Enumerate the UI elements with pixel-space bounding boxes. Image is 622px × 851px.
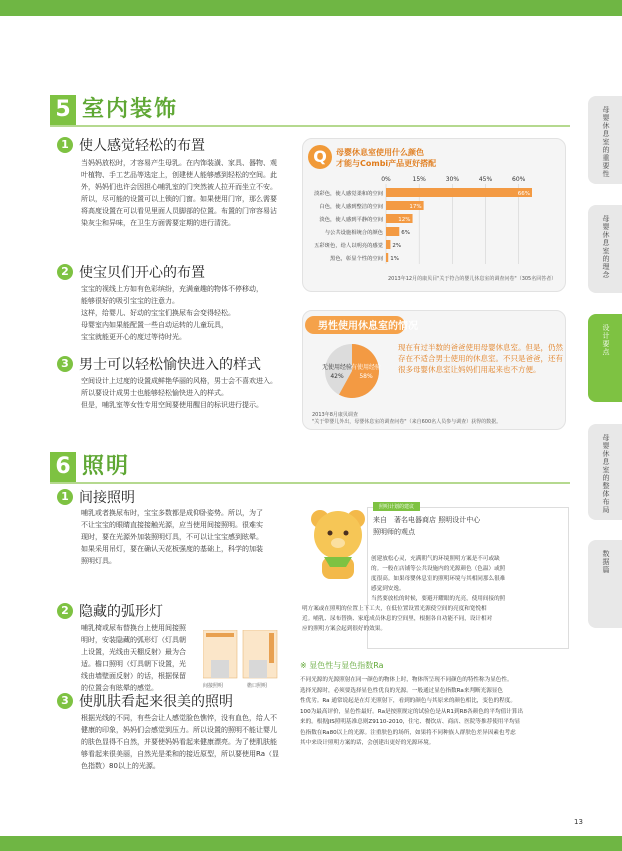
side-tab-label: 母婴休息室的整体布局 — [602, 434, 610, 514]
bar — [386, 240, 390, 249]
section5-divider — [50, 125, 570, 127]
data-label: 6% — [401, 230, 411, 236]
side-tab-concept[interactable] — [588, 205, 622, 293]
sub-number: 2 — [57, 264, 73, 280]
advice-name: 照明师的观点 — [373, 528, 415, 536]
category-label: 与公共设施相统合的颜色 — [324, 230, 383, 236]
side-tab-importance[interactable] — [588, 96, 622, 184]
data-label: 17% — [409, 204, 422, 210]
tick-label: 0% — [381, 176, 391, 183]
question-icon: Q — [308, 145, 332, 169]
sub-number: 1 — [57, 489, 73, 505]
section6-number: 6 — [50, 452, 76, 482]
sub-title: 间接照明 — [79, 490, 135, 506]
sub-title: 男士可以轻松愉快进入的样式 — [79, 357, 261, 373]
side-tab-label: 母婴休息室的理念 — [602, 215, 610, 279]
section6-title: 照明 — [82, 454, 131, 479]
bar — [386, 253, 388, 262]
tick-label: 60% — [512, 176, 526, 183]
bottom-color-bar — [0, 836, 622, 851]
side-tab-data[interactable] — [588, 540, 622, 628]
pie-value-unused: 42% — [330, 373, 344, 380]
chart-title-line2: 才能与Combi产品更好搭配 — [336, 159, 437, 168]
male-usage-pie-chart — [312, 342, 392, 400]
sub-title: 使宝贝们开心的布置 — [79, 265, 205, 281]
sub-number: 2 — [57, 603, 73, 619]
bar — [386, 227, 399, 236]
data-label: 2% — [392, 243, 402, 249]
section5-heading — [50, 95, 300, 125]
ra-title: ※ 显色性与显色指数Ra — [300, 661, 384, 670]
section5-sub3-text: 空间设计上过度的设置成鲜艳华丽的风格，男士会不喜欢进入。 所以要设计成男士也能够轻松愉快进入的样式。 但是，哺乳室等女性专用空间要使用醒目的标识进行提示。 — [81, 377, 277, 409]
fig-label-cornice: 檐口照明 — [247, 683, 268, 689]
male-usage-text: 现在有过半数的爸爸使用母婴休息室。但是，仍然存在不适合男士使用的休息室。不只是爸爸，还有很多母婴休息室让妈妈们用起来也不方便。 — [398, 343, 563, 374]
advice-source: 来自 著名电器商店 照明设计中心 — [373, 516, 481, 524]
lighting-diagram-drawing — [203, 630, 283, 690]
top-color-bar — [0, 0, 622, 16]
section6-sub2-text: 哺乳椅或尿布替换台上使用间接照 明时，安装隐藏的弧形灯（灯具朝 上设置，光线由天棚反射）最为合 适。檐口照明（灯具朝下设置，光 线由墙壁面反射）的话，根据保留 的位置会有眩晕的感觉。 — [81, 624, 186, 692]
category-label: 淡色，使人感到平静的空间 — [319, 217, 383, 223]
page-number: 13 — [574, 818, 583, 826]
sub-title: 使人感觉轻松的布置 — [79, 138, 205, 154]
sub-number: 3 — [57, 356, 73, 372]
data-label: 1% — [390, 256, 399, 262]
section6-sub1-text: 哺乳或者换尿布时，宝宝多数都是成仰卧姿势。所以，为了 不让宝宝的眼睛直接接触光源，应当使用间接照明。很难实 现时，要在光源外加装照明灯具，不可以让宝宝感到眩晕。 如果采用吊灯，要在确认天花板强度的基础上，科学的加装 照明灯具。 — [81, 509, 263, 565]
side-tab-label: 数据篇 — [602, 550, 610, 574]
side-tab-layout[interactable] — [588, 424, 622, 520]
sub-number: 1 — [57, 137, 73, 153]
section6-heading — [50, 452, 300, 482]
section5-sub2-text: 宝宝的视线上方如有色彩缤纷，充满童趣的物体不停移动， 能够很好的吸引宝宝的注意力。 这样，给婴儿、好动的宝宝们换尿布会变得轻松。 母婴室内如果能配置一些自动运转的儿童玩具， 宝宝就能更开心的度过等待时光。 — [81, 285, 263, 341]
color-preference-bar-chart — [302, 170, 564, 280]
sub-title: 使肌肤看起来很美的照明 — [79, 694, 233, 710]
male-usage-note2: "关于带婴儿外出，母婴休息室的调查问卷"（来自600名人员参与调查）获得的数据。 — [312, 419, 502, 425]
male-usage-title: 男性使用休息室的情况 — [318, 321, 418, 332]
lighting-diagram — [203, 630, 283, 694]
section5-title: 室内装饰 — [82, 97, 179, 122]
bear-mascot-illustration — [302, 505, 374, 583]
pie-value-used: 58% — [359, 373, 373, 380]
tick-label: 15% — [412, 176, 426, 183]
chart-title-line1: 母婴休息室使用什么颜色 — [336, 148, 424, 157]
fig-label-indirect: 间接照明 — [203, 683, 224, 689]
data-label: 12% — [398, 217, 411, 223]
category-label: 黑色，彰显个性的空间 — [330, 256, 383, 262]
sub-number: 3 — [57, 693, 73, 709]
sub-title: 隐藏的弧形灯 — [79, 604, 163, 620]
chart-source-note: 2013年12月的康贝目"关于符合的婴儿休息室的调查问卷"（305名回答者） — [388, 276, 557, 282]
bar — [386, 188, 532, 197]
category-label: 淡彩色，使人感觉柔和的空间 — [314, 191, 383, 197]
lighting-advice-header: 照明计划的建议 — [373, 502, 420, 511]
advice-text: 创建放松心灵，充满朝气的环境照明方案是不可或缺 的。一般在店铺等公共设施内的光源颜色（色温）或照 度很高。如果母婴休息室的照明环境与其相同那么很难 感觉到安逸。 — [371, 556, 506, 592]
section6-divider — [50, 482, 570, 484]
section5-sub1-text: 当妈妈放松时，才容易产生母乳。在内饰装潢、家具、器物、观 叶植物、手工艺品等选定上，创建使人能够感到轻松的空间。此 外，妈妈们也许会因担心哺乳室的门突然被人拉开而坐立不安。 所以，尽可能的设置可以上锁的门窗。如果使用门帘，那么需要 将高度设置在可以看见里面人员脚部的位置。布置的门帘容易沾 染灰尘和异味，在卫生方面需要定期的进行清洗。 — [81, 159, 277, 227]
data-label: 66% — [517, 191, 530, 197]
section6-sub3-text: 根据光线的不同，有些会让人感觉脸色憔悴，没有血色，给人不 健康的印象，妈妈们会感觉到压力。所以设置的照明不能让婴儿 的肤色显得不自然，并要使妈妈看起来健康漂亮。为了使肌肤能 够看起来很美丽，自然光是柔和的接近原型，所以要使用Ra（显 色指数）80以上的光源。 — [81, 714, 279, 770]
side-tab-design-points[interactable] — [588, 314, 622, 402]
pie-label-unused: 无使用经验 — [321, 364, 353, 371]
advice-text-wide: 当然要放松的时候，要避开耀眼的光亮，使用间接的照 明方案或在照明的位置上下工夫，在低位置设置光源使空间的亮度和宽悦相 近。哺乳、尿布替换、家庭成员休息的空间里，根据各自功能不同，设计相对 应的照明方案会起到很好的效果。 — [302, 596, 506, 632]
section5-number: 5 — [50, 95, 76, 125]
pie-label-used: 有使用经验 — [350, 364, 382, 371]
tick-label: 30% — [445, 176, 460, 183]
category-label: 五彩斑色，给人以明亮的感觉 — [314, 243, 383, 249]
category-label: 白色，使人感到整洁的空间 — [319, 204, 383, 210]
side-tab-label: 设计要点 — [602, 324, 610, 356]
ra-text: 不同光源的光源照射在同一颜色的物体上时，物体所呈现不同颜色的特性称为显色性。 选择光源时，必须要选择显色性优良的光源。一般通过显色指数Ra来判断光源显色 性优劣。Ra 通常说起是在灯光照射下，看到的颜色与其原来的颜色相比，变色的程度。 100为最高评价，显色性最好。Ra是按照规定的试验色是从R1到R8各颜色的平均值计算出 来的。根据JIS照明基准总则Z9110-2010，住宅、餐饮店、商店、医院等推荐使用平均显 色指数在Ra80以上的光源。注重肤色的场所，如果将不同种族人群肤色差异因素也考虑 其中来设计照明方案的话，会创建出更好的光源环境。 — [300, 677, 523, 746]
tick-label: 45% — [478, 176, 493, 183]
side-tab-label: 母婴休息室的重要性 — [602, 106, 610, 178]
male-usage-note1: 2013年8月康贝调查 — [312, 412, 358, 418]
